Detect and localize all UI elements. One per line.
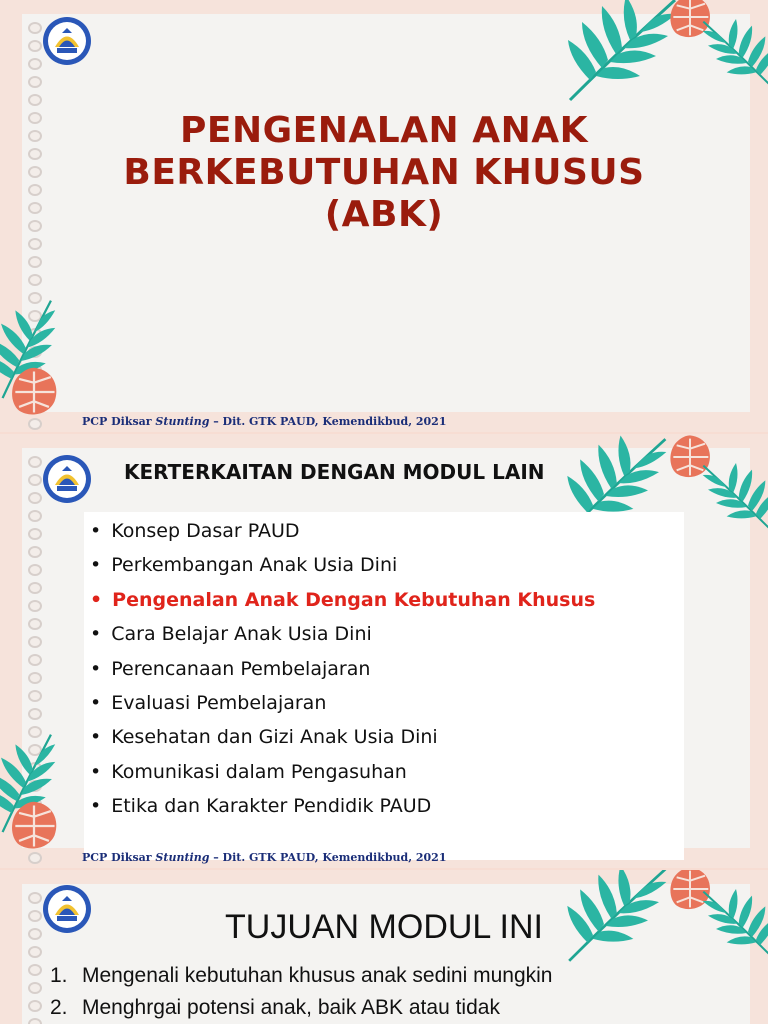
list-item — [50, 960, 552, 992]
list-text: Mengenali kebutuhan khusus anak sedini mungkin — [82, 964, 553, 987]
list-item: • Komunikasi dalam Pengasuhan — [90, 755, 684, 789]
list-item: • Kesehatan dan Gizi Anak Usia Dini — [90, 720, 684, 754]
list-item-highlighted: • Pengenalan Anak Dengan Kebutuhan Khusus — [90, 583, 684, 617]
monstera-leaf-icon — [6, 794, 62, 858]
slide-1 — [0, 0, 768, 432]
list-item — [50, 992, 552, 1024]
footer-prefix: PCP Diksar — [82, 415, 156, 428]
list-number: 1. — [50, 964, 68, 987]
slide-title — [60, 110, 708, 236]
kemendikbud-logo-icon — [42, 454, 92, 504]
slide-2 — [0, 434, 768, 868]
list-item: • Konsep Dasar PAUD — [90, 514, 684, 548]
slide-3 — [0, 870, 768, 1024]
footer-suffix: – Dit. GTK PAUD, Kemendikbud, 2021 — [209, 851, 447, 864]
footer-suffix: – Dit. GTK PAUD, Kemendikbud, 2021 — [209, 415, 447, 428]
footer-prefix: PCP Diksar — [82, 851, 156, 864]
monstera-leaf-icon — [6, 360, 62, 424]
objective-list — [50, 960, 552, 1024]
palm-leaf-icon — [700, 10, 768, 100]
list-item: • Perkembangan Anak Usia Dini — [90, 548, 684, 582]
slide-title: TUJUAN MODUL INI — [225, 908, 543, 946]
kemendikbud-logo-icon — [42, 16, 92, 66]
slide-title: KERTERKAITAN DENGAN MODUL LAIN — [124, 460, 545, 484]
footer-italic: Stunting — [155, 851, 210, 864]
title-line: (ABK) — [324, 194, 444, 235]
footer-italic: Stunting — [155, 415, 210, 428]
palm-leaf-icon — [700, 454, 768, 544]
list-number: 2. — [50, 996, 68, 1019]
title-line: BERKEBUTUHAN KHUSUS — [123, 152, 645, 193]
list-item: • Etika dan Karakter Pendidik PAUD — [90, 789, 684, 823]
title-line: PENGENALAN ANAK — [180, 110, 588, 151]
list-item: • Evaluasi Pembelajaran — [90, 686, 684, 720]
module-list — [84, 512, 684, 860]
list-text: Menghrgai potensi anak, baik ABK atau tidak — [82, 996, 500, 1019]
list-item: • Cara Belajar Anak Usia Dini — [90, 617, 684, 651]
slide-footer — [82, 851, 446, 864]
list-item: • Perencanaan Pembelajaran — [90, 652, 684, 686]
slide-footer — [82, 415, 446, 428]
